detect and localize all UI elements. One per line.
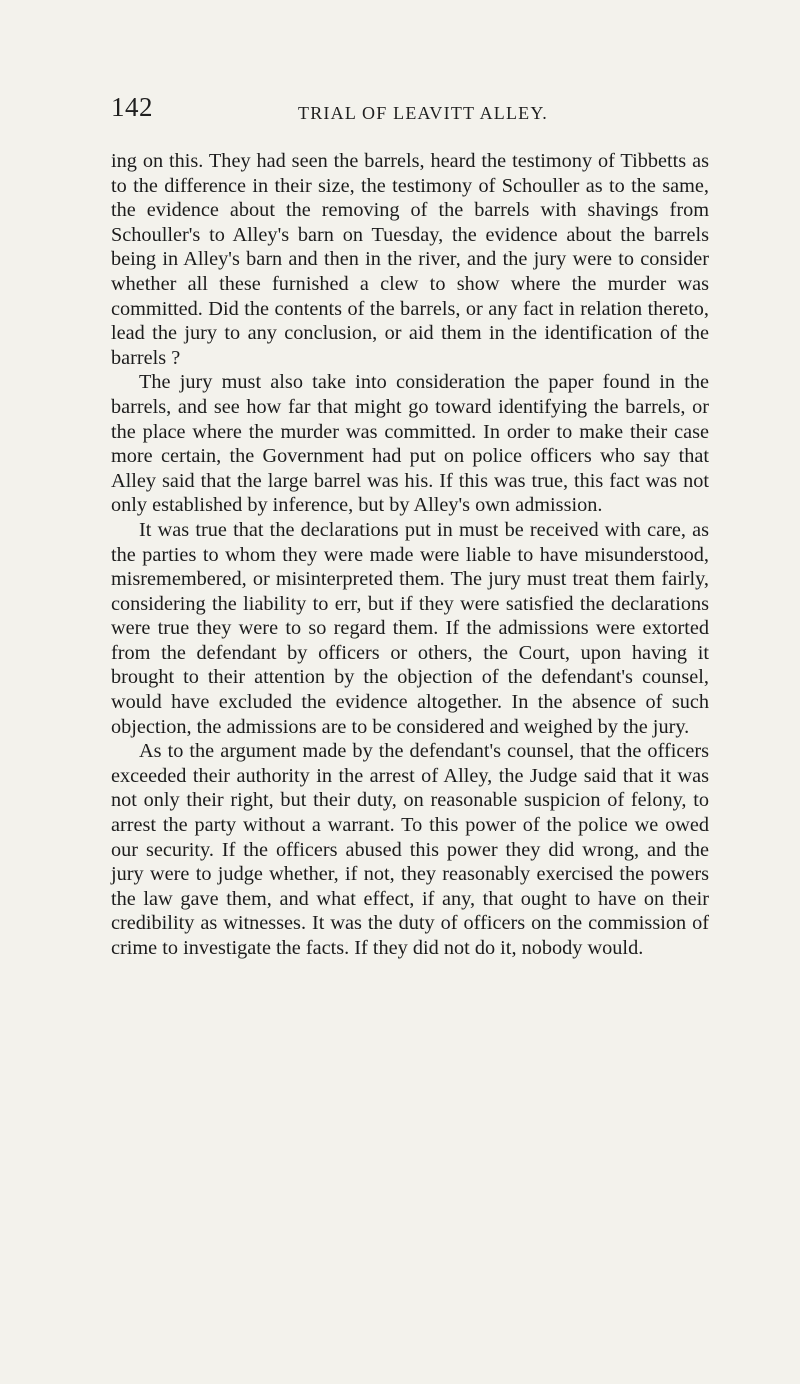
body-text: [111, 149, 709, 961]
paragraph-1: ing on this. They had seen the barrels, heard the testimony of Tibbetts as to the difference in their size, the testimony of Schouller as to the same, the evidence about the removing of the barrels with shavings from Schouller's to Alley's barn on Tuesday, the evidence about the barrels being in Alley's barn and then in the river, and the jury were to consider whether all these furnished a clew to show where the murder was committed. Did the contents of the barrels, or any fact in relation thereto, lead the jury to any conclusion, or aid them in the identification of the barrels ?: [111, 150, 709, 369]
page-header: [111, 90, 709, 130]
page-number: 142: [111, 92, 153, 122]
paragraph-3: It was true that the declarations put in must be received with care, as the parties to whom they were made were liable to have misunderstood, misremembered, or misinterpreted them. The jury must treat them fairly, considering the liability to err, but if they were satisfied the declarations were true they were to so regard them. If the admissions were extorted from the defendant by officers or others, the Court, upon having it brought to their attention by the objection of the defendant's counsel, would have excluded the evidence altogether. In the absence of such objection, the admissions are to be considered and weighed by the jury.: [111, 518, 709, 738]
running-title: TRIAL OF LEAVITT ALLEY.: [298, 103, 548, 123]
paragraph-2: The jury must also take into consideration the paper found in the barrels, and see how far that might go toward identifying the barrels, or the place where the murder was committed. In order to make their case more certain, the Government had put on police officers who say that Alley said that the large barrel was his. If this was true, this fact was not only established by inference, but by Alley's own admission.: [111, 371, 709, 517]
paragraph-4: As to the argument made by the defendant's counsel, that the officers exceeded their authority in the arrest of Alley, the Judge said that it was not only their right, but their duty, on reasonable suspicion of felony, to arrest the party without a warrant. To this power of the police we owed our security. If the officers abused this power they did wrong, and the jury were to judge whether, if not, they reasonably exercised the powers the law gave them, and what effect, if any, that ought to have on their credibility as witnesses. It was the duty of officers on the commission of crime to investigate the facts. If they did not do it, nobody would.: [111, 740, 709, 959]
